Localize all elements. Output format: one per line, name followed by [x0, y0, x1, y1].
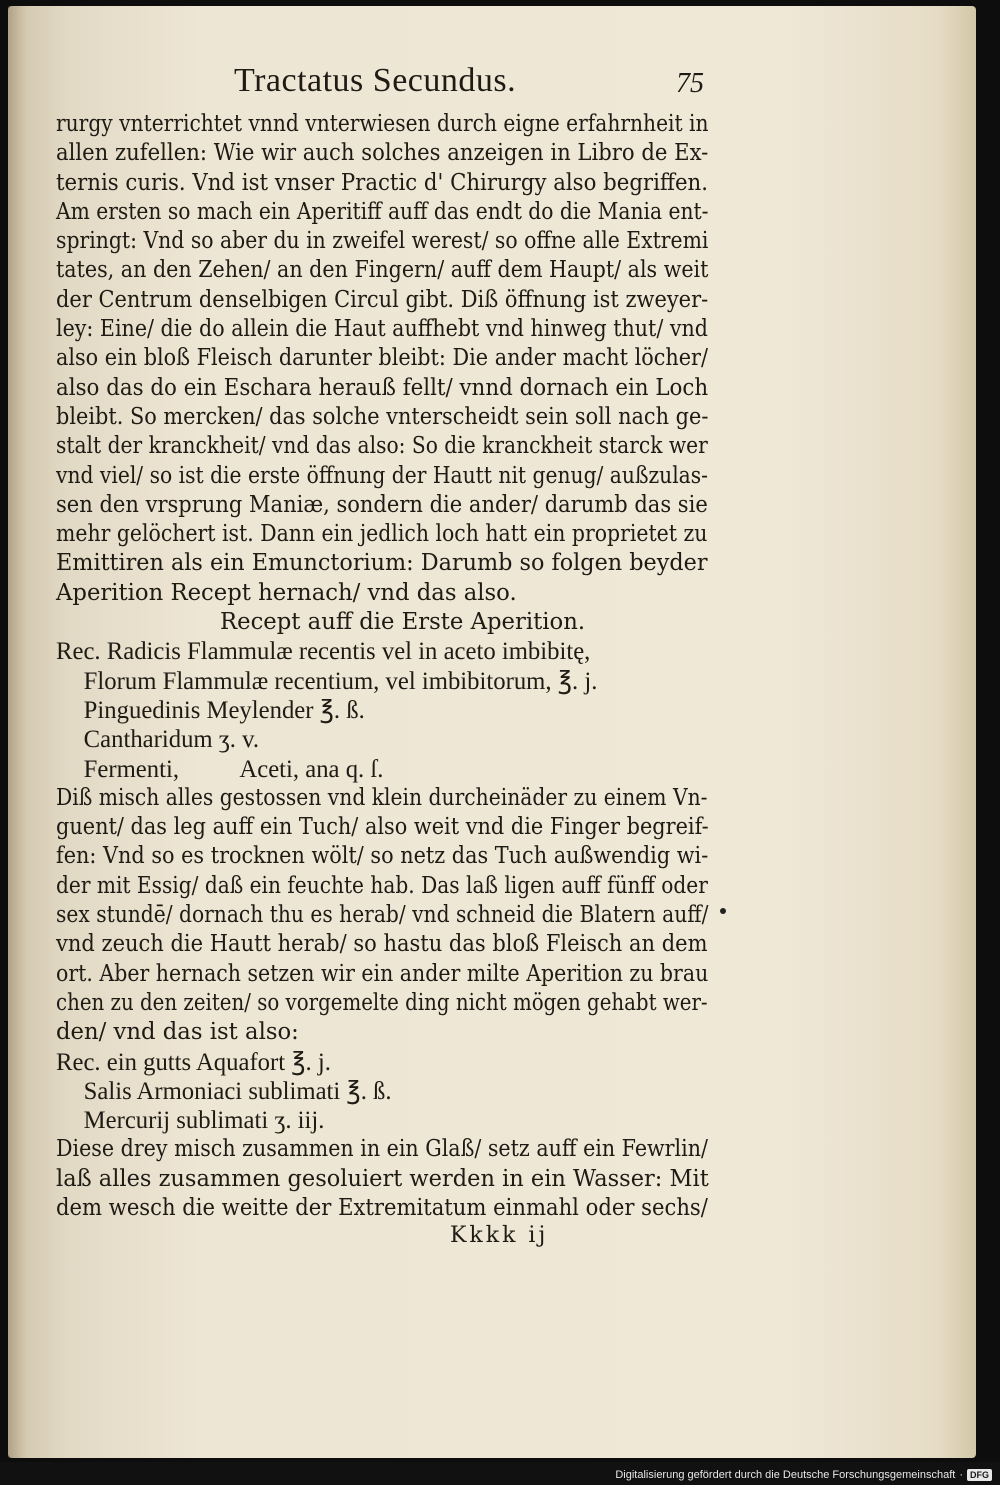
- credit-text: Digitalisierung gefördert durch die Deutsche Forschungsgemeinschaft: [615, 1469, 956, 1481]
- text-line: vnd zeuch die Hautt herab/ so hastu das bloß Fleisch an dem: [56, 931, 708, 958]
- recipe-line: Mercurij sublimati ʒ. iij.: [83, 1107, 325, 1135]
- text-line: also ein bloß Fleisch darunter bleibt: Die ander macht löcher/: [56, 345, 708, 372]
- recipe-one: [56, 637, 716, 783]
- text-line: Diß misch alles gestossen vnd klein durcheinäder zu einem Vn-: [56, 784, 708, 811]
- text-line: mehr gelöchert ist. Dann ein jedlich loch hatt ein proprietet zu: [56, 521, 708, 548]
- text-line: der mit Essig/ daß ein feuchte hab. Das laß ligen auff fünff oder: [56, 872, 708, 899]
- ink-dot: [720, 908, 726, 914]
- text-line: den/ vnd das ist also:: [56, 1019, 299, 1046]
- recipe-line: Pinguedinis Meylender ℥. ß.: [83, 696, 365, 724]
- dfg-logo: DFG: [967, 1469, 992, 1481]
- text-line: Aperition Recept hernach/ vnd das also.: [56, 579, 517, 606]
- page-text: [56, 62, 716, 1255]
- text-line: Am ersten so mach ein Aperitiff auff das endt do die Mania ent-: [56, 198, 709, 225]
- running-head: [56, 62, 716, 110]
- gutter-shadow: [8, 6, 26, 1458]
- running-title: Tractatus Secundus.: [234, 62, 517, 99]
- folio-number: 75: [676, 68, 704, 99]
- text-line: guent/ das leg auff ein Tuch/ also weit vnd die Finger begreif-: [56, 814, 709, 841]
- recipe-line: Rec. Radicis Flammulæ recentis vel in aceto imbibitę,: [56, 638, 591, 666]
- text-line: allen zufellen: Wie wir auch solches anzeigen in Libro de Ex-: [56, 140, 709, 167]
- text-line: vnd viel/ so ist die erste öffnung der Hautt nit genug/ außzulas-: [56, 462, 709, 489]
- signature-mark: Kkkk ij: [450, 1223, 549, 1249]
- text-line: stalt der kranckheit/ vnd das also: So die kranckheit starck wer: [56, 433, 708, 460]
- text-line: sen den vrsprung Maniæ, sondern die ander/ darumb das sie: [56, 491, 708, 518]
- text-line: dem wesch die weitte der Extremitatum einmahl oder sechs/: [56, 1194, 708, 1221]
- signature-line: [56, 1223, 716, 1255]
- text-line: bleibt. So mercken/ das solche vnterscheidt sein soll nach ge-: [56, 403, 709, 430]
- text-line: chen zu den zeiten/ so vorgemelte ding nicht mögen gehabt wer-: [56, 989, 708, 1016]
- digitization-credit: Digitalisierung gefördert durch die Deutsche Forschungsgemeinschaft · DFG: [615, 1469, 992, 1481]
- text-line: also das do ein Eschara herauß fellt/ vnnd dornach ein Loch: [56, 374, 709, 401]
- recipe-line: Cantharidum ʒ. v.: [83, 726, 260, 754]
- text-line: Diese drey misch zusammen in ein Glaß/ setz auff ein Fewrlin/: [56, 1136, 708, 1163]
- recipe-heading: Recept auff die Erste Aperition.: [220, 609, 586, 636]
- text-line: Emittiren als ein Emunctorium: Darumb so folgen beyder: [56, 550, 708, 577]
- text-line: ley: Eine/ die do allein die Haut auffhebt vnd hinweg thut/ vnd: [56, 316, 708, 343]
- text-line: der Centrum denselbigen Circul gibt. Diß öffnung ist zweyer-: [56, 286, 709, 313]
- text-line: laß alles zusammen gesoluiert werden in ein Wasser: Mit: [56, 1165, 709, 1192]
- recipe-line: Florum Flammulæ recentium, vel imbibitorum, ℥. j.: [83, 667, 598, 695]
- text-line: rurgy vnterrichtet vnnd vnterwiesen durch eigne erfahrnheit in: [56, 111, 709, 137]
- recipe-two: [56, 1048, 716, 1136]
- text-line: tates, an den Zehen/ an den Fingern/ auff dem Haupt/ als weit: [56, 257, 709, 284]
- recipe-line: Salis Armoniaci sublimati ℥. ß.: [83, 1077, 392, 1105]
- text-line: springt: Vnd so aber du in zweifel werest/ so offne alle Extremi: [56, 228, 709, 255]
- text-line: sex stundē/ dornach thu es herab/ vnd schneid die Blatern auff/: [56, 902, 709, 929]
- text-line: ternis curis. Vnd ist vnser Practic d' Chirurgy also begriffen.: [56, 169, 708, 196]
- text-line: ort. Aber hernach setzen wir ein ander milte Aperition zu brau: [56, 960, 709, 987]
- recipe-line: Fermenti, Aceti, ana q. ſ.: [83, 755, 384, 783]
- text-line: fen: Vnd so es trocknen wölt/ so netz das Tuch außwendig wi-: [56, 843, 709, 870]
- recipe-line: Rec. ein gutts Aquafort ℥. j.: [56, 1048, 331, 1076]
- body-text: [56, 110, 716, 1255]
